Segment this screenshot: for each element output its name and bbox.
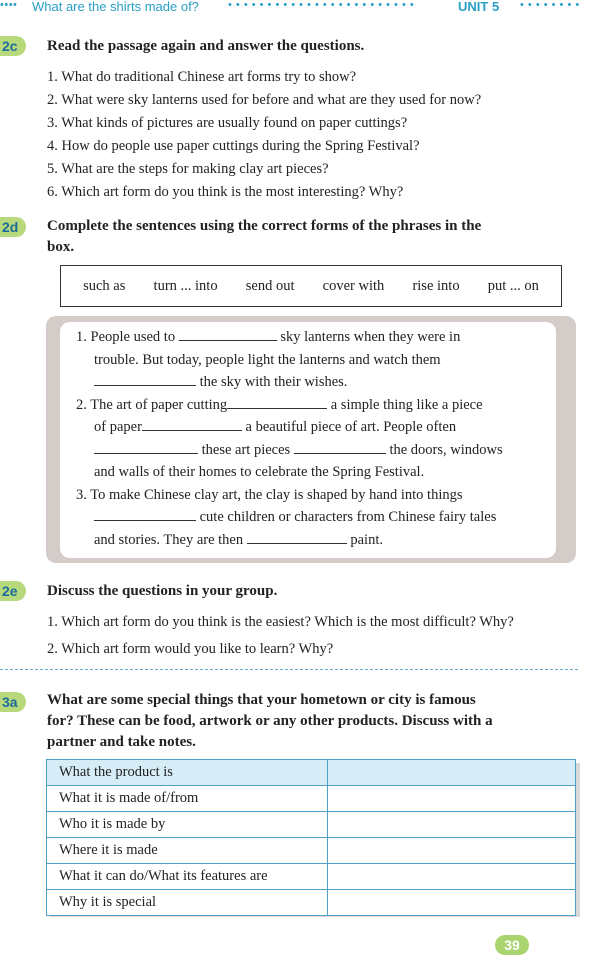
section-2d-heading-line: box. [47,239,75,255]
table-row [47,890,576,916]
section-2c-heading: Read the passage again and answer the questions. [47,38,365,54]
sentence-text: and stories. They are then [94,531,247,548]
sentence-text: 3. To make Chinese clay art, the clay is shaped by hand into things [76,486,463,503]
sentence-text: cute children or characters from Chinese fairy tales [196,509,497,525]
sentence-text: and walls of their homes to celebrate the Spring Festival. [94,464,425,480]
phrase: send out [245,277,295,294]
sentence-text: a simple thing like a piece [327,396,483,413]
table-row [47,760,576,786]
row-label: Who it is made by [47,812,328,838]
row-label: What it can do/What its features are [47,864,328,890]
notes-cell[interactable] [328,864,576,890]
answer-blank[interactable] [227,395,327,409]
sentence-text: paint. [346,531,383,548]
sentence-text: 1. People used to [76,329,179,345]
question-item: 5. What are the steps for making clay art pieces? [47,161,329,177]
section-2d-heading [47,216,481,258]
phrase: put ... on [487,277,539,294]
phrase: cover with [322,277,385,294]
section-3a-heading [47,690,493,753]
table-row [47,838,576,864]
row-label: Where it is made [47,838,328,864]
notes-cell[interactable] [328,786,576,812]
notes-cell[interactable] [328,760,576,786]
section-3a-heading-line: partner and take notes. [47,734,196,750]
question-item: 4. How do people use paper cuttings during the Spring Festival? [47,138,420,154]
section-2c-questions [47,66,481,204]
table-row [47,786,576,812]
fill-in-sentences [76,326,556,551]
answer-blank[interactable] [294,440,386,454]
answer-blank[interactable] [94,507,196,521]
header-dots-middle: • • • • • • • • • • • • • • • • • • • • • • • • [228,0,415,11]
phrase: rise into [412,277,460,294]
section-2d-heading-line: Complete the sentences using the correct forms of the phrases in the [47,218,482,234]
phrase-box [60,265,562,307]
row-label: What it is made of/from [47,786,328,812]
answer-blank[interactable] [94,440,198,454]
sentence-text: these art pieces [198,441,294,458]
section-divider [0,669,578,670]
notes-cell[interactable] [328,890,576,916]
notes-cell[interactable] [328,838,576,864]
row-label: Why it is special [47,890,328,916]
answer-blank[interactable] [179,327,277,341]
header-dots-right: • • • • • • • • [520,0,580,11]
row-label: What the product is [47,760,328,786]
notes-cell[interactable] [328,812,576,838]
unit-label: UNIT 5 [458,0,500,14]
table-row [47,864,576,890]
question-item: 1. Which art form do you think is the easiest? Which is the most difficult? Why? [47,614,514,630]
question-item: 2. What were sky lanterns used for before and what are they used for now? [47,92,482,108]
section-3a-heading-line: What are some special things that your hometown or city is famous [47,692,476,708]
question-item: 2. Which art form would you like to learn? Why? [47,641,334,657]
sentence-text: the doors, windows [385,441,503,458]
sentence-text: 2. The art of paper cutting [76,396,228,413]
section-2e-heading: Discuss the questions in your group. [47,583,278,599]
answer-blank[interactable] [142,417,242,431]
sentence-text: trouble. But today, people light the lanterns and watch them [94,351,441,368]
table-row [47,812,576,838]
answer-blank[interactable] [247,530,347,544]
section-3a-heading-line: for? These can be food, artwork or any other products. Discuss with a [47,713,493,729]
page-header [0,0,610,16]
phrase: turn ... into [153,277,218,294]
phrase: such as [83,277,126,294]
question-item: 1. What do traditional Chinese art forms try to show? [47,69,357,85]
answer-blank[interactable] [94,372,196,386]
section-2d-badge: 2d [0,217,26,237]
section-2e-questions [47,609,514,663]
sentence-text: a beautiful piece of art. People often [241,419,457,435]
section-3a-badge: 3a [0,692,26,712]
sentence-text: of paper [94,419,142,435]
section-2c-badge: 2c [0,36,26,56]
header-dots-left: •••• [0,0,18,11]
sentence-text: the sky with their wishes. [196,374,348,390]
chapter-title: What are the shirts made of? [32,0,199,14]
section-2e-badge: 2e [0,581,26,601]
page-number: 39 [495,935,529,955]
question-item: 6. Which art form do you think is the most interesting? Why? [47,184,404,200]
notes-table [46,759,576,916]
sentence-text: sky lanterns when they were in [276,329,461,345]
question-item: 3. What kinds of pictures are usually found on paper cuttings? [47,115,408,131]
